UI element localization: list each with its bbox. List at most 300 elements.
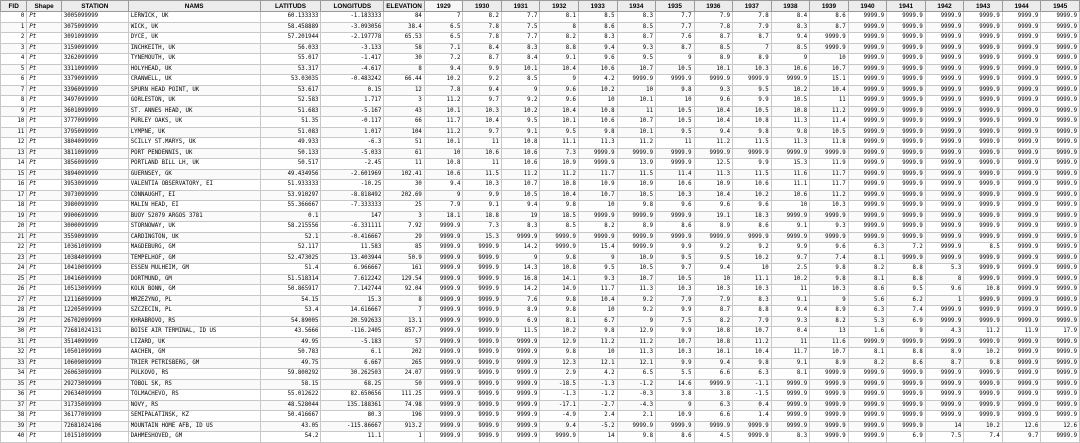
- cell-1938[interactable]: 9.3: [771, 316, 810, 327]
- cell-station[interactable]: 10361099999: [61, 243, 128, 254]
- cell-1929[interactable]: 6.5: [424, 22, 463, 33]
- cell-1939[interactable]: 10.7: [810, 64, 849, 75]
- table-row[interactable]: [1, 127, 1080, 138]
- cell-1936[interactable]: 8.7: [694, 306, 733, 317]
- cell-1933[interactable]: 9.4: [578, 43, 617, 54]
- cell-fid[interactable]: 37: [1, 400, 27, 411]
- cell-1942[interactable]: 8.7: [925, 358, 964, 369]
- column-header-longituds[interactable]: LONGITUDS: [321, 1, 384, 12]
- cell-elevation[interactable]: 7: [384, 306, 425, 317]
- cell-elevation[interactable]: 3: [384, 211, 425, 222]
- cell-1932[interactable]: 14.9: [540, 285, 579, 296]
- column-header-1934[interactable]: 1934: [617, 1, 656, 12]
- cell-1931[interactable]: 9999.9: [501, 348, 540, 359]
- cell-1945[interactable]: 9999.9: [1041, 190, 1080, 201]
- cell-1930[interactable]: 9999.9: [463, 432, 502, 443]
- cell-elevation[interactable]: 12: [384, 85, 425, 96]
- cell-1931[interactable]: 9999.9: [501, 369, 540, 380]
- cell-1933[interactable]: 6.7: [578, 316, 617, 327]
- cell-1944[interactable]: 9999.9: [1002, 96, 1041, 107]
- cell-nams[interactable]: GUERNSEY, GK: [128, 169, 260, 180]
- table-row[interactable]: [1, 22, 1080, 33]
- cell-1935[interactable]: 9.9: [656, 358, 695, 369]
- cell-elevation[interactable]: 24.07: [384, 369, 425, 380]
- cell-1931[interactable]: 9.1: [501, 127, 540, 138]
- column-header-latituds[interactable]: LATITUDS: [260, 1, 321, 12]
- cell-1942[interactable]: 9999.9: [925, 22, 964, 33]
- cell-1944[interactable]: 9999.9: [1002, 159, 1041, 170]
- cell-1936[interactable]: 19.1: [694, 211, 733, 222]
- cell-1934[interactable]: 9999.9: [617, 421, 656, 432]
- cell-1940[interactable]: 9999.9: [848, 180, 887, 191]
- cell-1936[interactable]: 10.8: [694, 337, 733, 348]
- table-row[interactable]: [1, 337, 1080, 348]
- cell-station[interactable]: 10501099999: [61, 348, 128, 359]
- cell-longituds[interactable]: -4.617: [321, 64, 384, 75]
- cell-1943[interactable]: 9999.9: [964, 64, 1003, 75]
- cell-longituds[interactable]: 1.717: [321, 96, 384, 107]
- cell-1932[interactable]: 7.3: [540, 148, 579, 159]
- cell-1939[interactable]: 11: [810, 96, 849, 107]
- cell-1940[interactable]: 8.2: [848, 358, 887, 369]
- cell-longituds[interactable]: -1.417: [321, 54, 384, 65]
- cell-1930[interactable]: 9.9: [463, 64, 502, 75]
- cell-1931[interactable]: 10.7: [501, 180, 540, 191]
- cell-1938[interactable]: 9.9: [771, 243, 810, 254]
- cell-1944[interactable]: 9999.9: [1002, 12, 1041, 23]
- cell-1945[interactable]: 9999.9: [1041, 201, 1080, 212]
- cell-1932[interactable]: -17.1: [540, 400, 579, 411]
- cell-1935[interactable]: 9.9: [656, 243, 695, 254]
- cell-elevation[interactable]: 3: [384, 96, 425, 107]
- cell-nams[interactable]: ESSEN MULHEIM, GM: [128, 264, 260, 275]
- cell-longituds[interactable]: 82.650656: [321, 390, 384, 401]
- cell-fid[interactable]: 31: [1, 337, 27, 348]
- cell-1940[interactable]: 8.1: [848, 348, 887, 359]
- cell-elevation[interactable]: 111.25: [384, 390, 425, 401]
- table-row[interactable]: [1, 411, 1080, 422]
- cell-nams[interactable]: DYCE, UK: [128, 33, 260, 44]
- cell-1934[interactable]: 10.7: [617, 64, 656, 75]
- cell-station[interactable]: 26063099999: [61, 369, 128, 380]
- cell-1935[interactable]: 9999.9: [656, 211, 695, 222]
- cell-1931[interactable]: 8.3: [501, 43, 540, 54]
- cell-1942[interactable]: 7.5: [925, 432, 964, 443]
- cell-1939[interactable]: 9.6: [810, 243, 849, 254]
- cell-1938[interactable]: 9: [771, 54, 810, 65]
- cell-1936[interactable]: 11.3: [694, 169, 733, 180]
- cell-1936[interactable]: 7.9: [694, 12, 733, 23]
- cell-shape[interactable]: Pt: [27, 358, 61, 369]
- cell-1929[interactable]: 9.4: [424, 64, 463, 75]
- cell-elevation[interactable]: 129.54: [384, 274, 425, 285]
- cell-1941[interactable]: 9999.9: [887, 54, 926, 65]
- cell-nams[interactable]: PURLEY OAKS, UK: [128, 117, 260, 128]
- cell-station[interactable]: 10609099999: [61, 358, 128, 369]
- cell-longituds[interactable]: -2.601969: [321, 169, 384, 180]
- cell-1932[interactable]: 10.4: [540, 190, 579, 201]
- cell-nams[interactable]: SEMIPALATINSK, KZ: [128, 411, 260, 422]
- table-row[interactable]: [1, 85, 1080, 96]
- cell-nams[interactable]: MOUNTAIN HOME AFB, ID US: [128, 421, 260, 432]
- cell-shape[interactable]: Pt: [27, 75, 61, 86]
- cell-1938[interactable]: 10.2: [771, 85, 810, 96]
- column-header-1931[interactable]: 1931: [501, 1, 540, 12]
- cell-shape[interactable]: Pt: [27, 232, 61, 243]
- cell-1935[interactable]: 9999.9: [656, 232, 695, 243]
- cell-1936[interactable]: 9.6: [694, 201, 733, 212]
- cell-1945[interactable]: 9999.9: [1041, 264, 1080, 275]
- cell-fid[interactable]: 24: [1, 264, 27, 275]
- cell-1939[interactable]: 11.8: [810, 138, 849, 149]
- column-header-1941[interactable]: 1941: [887, 1, 926, 12]
- cell-1942[interactable]: 9999.9: [925, 243, 964, 254]
- cell-fid[interactable]: 16: [1, 180, 27, 191]
- cell-nams[interactable]: TOLMACHEVO, RS: [128, 390, 260, 401]
- cell-1942[interactable]: 9999.9: [925, 117, 964, 128]
- cell-1943[interactable]: 9999.9: [964, 274, 1003, 285]
- cell-station[interactable]: 72681024131: [61, 327, 128, 338]
- cell-shape[interactable]: Pt: [27, 64, 61, 75]
- cell-1934[interactable]: 6.5: [617, 369, 656, 380]
- cell-elevation[interactable]: 38.4: [384, 22, 425, 33]
- cell-1931[interactable]: 16.8: [501, 274, 540, 285]
- cell-1932[interactable]: 8.2: [540, 33, 579, 44]
- table-row[interactable]: [1, 390, 1080, 401]
- cell-shape[interactable]: Pt: [27, 379, 61, 390]
- cell-latituds[interactable]: 49.434956: [260, 169, 321, 180]
- cell-nams[interactable]: HOLYHEAD, UK: [128, 64, 260, 75]
- cell-1938[interactable]: 11: [771, 285, 810, 296]
- table-row[interactable]: [1, 148, 1080, 159]
- cell-1933[interactable]: 2.4: [578, 411, 617, 422]
- cell-1942[interactable]: 14: [925, 421, 964, 432]
- cell-1934[interactable]: 10.5: [617, 264, 656, 275]
- cell-1941[interactable]: 9999.9: [887, 400, 926, 411]
- cell-1933[interactable]: 4.2: [578, 75, 617, 86]
- cell-1937[interactable]: 10.3: [733, 285, 772, 296]
- cell-1929[interactable]: 10.6: [424, 169, 463, 180]
- cell-elevation[interactable]: 84: [384, 12, 425, 23]
- cell-1941[interactable]: 6.9: [887, 316, 926, 327]
- cell-1940[interactable]: 9999.9: [848, 421, 887, 432]
- cell-station[interactable]: 10513099999: [61, 285, 128, 296]
- cell-1943[interactable]: 9999.9: [964, 264, 1003, 275]
- cell-1936[interactable]: 10.4: [694, 106, 733, 117]
- cell-latituds[interactable]: 51.4: [260, 264, 321, 275]
- cell-1943[interactable]: 9999.9: [964, 75, 1003, 86]
- cell-1935[interactable]: 7.6: [656, 33, 695, 44]
- cell-1942[interactable]: 9999.9: [925, 211, 964, 222]
- cell-1930[interactable]: 9999.9: [463, 411, 502, 422]
- cell-1931[interactable]: 9: [501, 253, 540, 264]
- cell-1936[interactable]: 12.5: [694, 159, 733, 170]
- cell-1943[interactable]: 9999.9: [964, 106, 1003, 117]
- cell-1937[interactable]: 9999.9: [733, 148, 772, 159]
- cell-1933[interactable]: 9.8: [578, 327, 617, 338]
- cell-station[interactable]: 3005099999: [61, 12, 128, 23]
- cell-1930[interactable]: 9.7: [463, 96, 502, 107]
- cell-1941[interactable]: 8.8: [887, 274, 926, 285]
- cell-1930[interactable]: 9999.9: [463, 327, 502, 338]
- cell-1944[interactable]: 9999.9: [1002, 106, 1041, 117]
- cell-station[interactable]: 3311099999: [61, 64, 128, 75]
- cell-1937[interactable]: 8.8: [733, 306, 772, 317]
- cell-1930[interactable]: 10.4: [463, 117, 502, 128]
- cell-shape[interactable]: Pt: [27, 264, 61, 275]
- cell-latituds[interactable]: 51.083: [260, 127, 321, 138]
- cell-nams[interactable]: TRIER PETRISBERG, GM: [128, 358, 260, 369]
- cell-1933[interactable]: 9.6: [578, 54, 617, 65]
- cell-1938[interactable]: 9999.9: [771, 148, 810, 159]
- cell-1936[interactable]: 9999.9: [694, 232, 733, 243]
- cell-nams[interactable]: SZCZECIN, PL: [128, 306, 260, 317]
- cell-1944[interactable]: 9999.9: [1002, 190, 1041, 201]
- cell-nams[interactable]: SCILLY ST.MARYS, UK: [128, 138, 260, 149]
- cell-1945[interactable]: 9999.9: [1041, 369, 1080, 380]
- cell-1940[interactable]: 9999.9: [848, 201, 887, 212]
- cell-1944[interactable]: 9999.9: [1002, 337, 1041, 348]
- cell-latituds[interactable]: 59.800292: [260, 369, 321, 380]
- table-row[interactable]: [1, 190, 1080, 201]
- cell-1936[interactable]: 3.8: [694, 390, 733, 401]
- cell-station[interactable]: 3000099999: [61, 222, 128, 233]
- cell-latituds[interactable]: 54.89005: [260, 316, 321, 327]
- cell-1944[interactable]: 12.6: [1002, 421, 1041, 432]
- cell-1936[interactable]: 10.9: [694, 180, 733, 191]
- cell-1942[interactable]: 9999.9: [925, 33, 964, 44]
- cell-1942[interactable]: 5.3: [925, 264, 964, 275]
- cell-1943[interactable]: 9999.9: [964, 306, 1003, 317]
- cell-1939[interactable]: 9.3: [810, 222, 849, 233]
- cell-1932[interactable]: 8.1: [540, 12, 579, 23]
- cell-1930[interactable]: 9999.9: [463, 369, 502, 380]
- cell-1944[interactable]: 9999.9: [1002, 127, 1041, 138]
- cell-fid[interactable]: 18: [1, 201, 27, 212]
- cell-1938[interactable]: 9.7: [771, 253, 810, 264]
- cell-station[interactable]: 3811099999: [61, 148, 128, 159]
- cell-1939[interactable]: 15.1: [810, 75, 849, 86]
- cell-latituds[interactable]: 50.865917: [260, 285, 321, 296]
- cell-1942[interactable]: 9999.9: [925, 316, 964, 327]
- cell-1938[interactable]: 11.6: [771, 169, 810, 180]
- cell-1944[interactable]: 9999.9: [1002, 243, 1041, 254]
- cell-1939[interactable]: 9999.9: [810, 148, 849, 159]
- cell-1929[interactable]: 9999.9: [424, 337, 463, 348]
- cell-1930[interactable]: 18.8: [463, 211, 502, 222]
- cell-longituds[interactable]: 6.1: [321, 348, 384, 359]
- cell-1937[interactable]: 11.1: [733, 274, 772, 285]
- cell-1932[interactable]: 12.9: [540, 337, 579, 348]
- cell-latituds[interactable]: 50.783: [260, 348, 321, 359]
- cell-1934[interactable]: 9.8: [617, 201, 656, 212]
- cell-station[interactable]: 3980099999: [61, 201, 128, 212]
- cell-1929[interactable]: 9999.9: [424, 432, 463, 443]
- table-row[interactable]: [1, 106, 1080, 117]
- cell-shape[interactable]: Pt: [27, 222, 61, 233]
- cell-station[interactable]: 3777099999: [61, 117, 128, 128]
- cell-1939[interactable]: 9: [810, 295, 849, 306]
- cell-nams[interactable]: LIZARD, UK: [128, 337, 260, 348]
- cell-1935[interactable]: 14.6: [656, 379, 695, 390]
- cell-elevation[interactable]: 202.69: [384, 190, 425, 201]
- cell-1941[interactable]: 9999.9: [887, 222, 926, 233]
- cell-1945[interactable]: 9999.9: [1041, 33, 1080, 44]
- cell-station[interactable]: 3973099999: [61, 190, 128, 201]
- cell-1942[interactable]: 4.3: [925, 327, 964, 338]
- cell-1929[interactable]: 9999.9: [424, 222, 463, 233]
- cell-fid[interactable]: 20: [1, 222, 27, 233]
- cell-1929[interactable]: 7.2: [424, 54, 463, 65]
- cell-elevation[interactable]: 1: [384, 432, 425, 443]
- cell-1944[interactable]: 9999.9: [1002, 264, 1041, 275]
- cell-1940[interactable]: 6.3: [848, 306, 887, 317]
- cell-1931[interactable]: 9999.9: [501, 421, 540, 432]
- cell-1930[interactable]: 9999.9: [463, 243, 502, 254]
- cell-1933[interactable]: 10.6: [578, 64, 617, 75]
- cell-station[interactable]: 12205099999: [61, 306, 128, 317]
- cell-1930[interactable]: 9.1: [463, 201, 502, 212]
- cell-1941[interactable]: 9999.9: [887, 33, 926, 44]
- cell-1944[interactable]: 9.7: [1002, 432, 1041, 443]
- cell-1943[interactable]: 9999.9: [964, 85, 1003, 96]
- cell-shape[interactable]: Pt: [27, 201, 61, 212]
- cell-1930[interactable]: 9999.9: [463, 390, 502, 401]
- cell-1934[interactable]: 8.7: [617, 33, 656, 44]
- cell-latituds[interactable]: 52.583: [260, 96, 321, 107]
- cell-1938[interactable]: 11.7: [771, 348, 810, 359]
- cell-1931[interactable]: 9.4: [501, 201, 540, 212]
- table-row[interactable]: [1, 12, 1080, 23]
- cell-1938[interactable]: 8.5: [771, 43, 810, 54]
- column-header-station[interactable]: STATION: [61, 1, 128, 12]
- cell-nams[interactable]: INCHKEITH, UK: [128, 43, 260, 54]
- cell-shape[interactable]: Pt: [27, 96, 61, 107]
- cell-1937[interactable]: 9.9: [733, 96, 772, 107]
- cell-nams[interactable]: MRZEZYNO, PL: [128, 295, 260, 306]
- column-header-1929[interactable]: 1929: [424, 1, 463, 12]
- cell-1929[interactable]: 9: [424, 190, 463, 201]
- cell-1941[interactable]: 9999.9: [887, 127, 926, 138]
- cell-station[interactable]: 10151099999: [61, 432, 128, 443]
- cell-shape[interactable]: Pt: [27, 148, 61, 159]
- cell-1930[interactable]: 9.7: [463, 127, 502, 138]
- cell-1931[interactable]: 9999.9: [501, 432, 540, 443]
- cell-longituds[interactable]: 30.262503: [321, 369, 384, 380]
- cell-1939[interactable]: 11.4: [810, 117, 849, 128]
- cell-fid[interactable]: 23: [1, 253, 27, 264]
- cell-1941[interactable]: 9: [887, 327, 926, 338]
- cell-1929[interactable]: 10.1: [424, 106, 463, 117]
- cell-1933[interactable]: 8.3: [578, 33, 617, 44]
- cell-1932[interactable]: 9999.9: [540, 243, 579, 254]
- cell-1939[interactable]: 9999.9: [810, 432, 849, 443]
- cell-1934[interactable]: 11.2: [617, 337, 656, 348]
- cell-1942[interactable]: 9999.9: [925, 232, 964, 243]
- cell-1943[interactable]: 9999.9: [964, 169, 1003, 180]
- cell-latituds[interactable]: 52.1: [260, 232, 321, 243]
- cell-1935[interactable]: 9.8: [656, 85, 695, 96]
- cell-1934[interactable]: 10.9: [617, 253, 656, 264]
- cell-1929[interactable]: 9999.9: [424, 411, 463, 422]
- cell-1935[interactable]: 9.5: [656, 127, 695, 138]
- cell-station[interactable]: 3953099999: [61, 180, 128, 191]
- cell-1938[interactable]: 10: [771, 201, 810, 212]
- cell-1931[interactable]: 14.2: [501, 243, 540, 254]
- cell-longituds[interactable]: 7.612242: [321, 274, 384, 285]
- column-header-1936[interactable]: 1936: [694, 1, 733, 12]
- cell-elevation[interactable]: 265: [384, 358, 425, 369]
- cell-shape[interactable]: Pt: [27, 180, 61, 191]
- cell-1933[interactable]: 11.3: [578, 138, 617, 149]
- cell-1945[interactable]: 9999.9: [1041, 232, 1080, 243]
- cell-1941[interactable]: 9999.9: [887, 411, 926, 422]
- cell-nams[interactable]: PORTLAND BILL LH, UK: [128, 159, 260, 170]
- cell-latituds[interactable]: 55.012622: [260, 390, 321, 401]
- cell-1934[interactable]: 10.1: [617, 96, 656, 107]
- column-header-1930[interactable]: 1930: [463, 1, 502, 12]
- cell-shape[interactable]: Pt: [27, 138, 61, 149]
- table-row[interactable]: [1, 253, 1080, 264]
- cell-nams[interactable]: PORT PENDENNIS, UK: [128, 148, 260, 159]
- cell-1936[interactable]: 6.6: [694, 411, 733, 422]
- cell-1940[interactable]: 9999.9: [848, 138, 887, 149]
- cell-1929[interactable]: 11.2: [424, 96, 463, 107]
- cell-1945[interactable]: 9999.9: [1041, 379, 1080, 390]
- cell-1939[interactable]: 8.9: [810, 306, 849, 317]
- cell-1936[interactable]: 10.8: [694, 327, 733, 338]
- cell-1934[interactable]: 9999.9: [617, 243, 656, 254]
- cell-1931[interactable]: 7.5: [501, 22, 540, 33]
- cell-1938[interactable]: 8.3: [771, 22, 810, 33]
- cell-fid[interactable]: 32: [1, 348, 27, 359]
- cell-1941[interactable]: 7.4: [887, 306, 926, 317]
- cell-1930[interactable]: 9999.9: [463, 253, 502, 264]
- cell-elevation[interactable]: 202: [384, 348, 425, 359]
- cell-1945[interactable]: 9999.9: [1041, 127, 1080, 138]
- cell-nams[interactable]: NOVY, RS: [128, 400, 260, 411]
- cell-longituds[interactable]: 11.1: [321, 432, 384, 443]
- cell-1937[interactable]: 7.9: [733, 22, 772, 33]
- cell-1929[interactable]: 10.2: [424, 75, 463, 86]
- cell-1932[interactable]: -1.3: [540, 390, 579, 401]
- cell-shape[interactable]: Pt: [27, 211, 61, 222]
- cell-1933[interactable]: 15.4: [578, 243, 617, 254]
- cell-1929[interactable]: 10.8: [424, 159, 463, 170]
- cell-1940[interactable]: 9999.9: [848, 22, 887, 33]
- cell-1934[interactable]: 9.2: [617, 306, 656, 317]
- cell-1931[interactable]: 9999.9: [501, 337, 540, 348]
- cell-longituds[interactable]: -3.133: [321, 43, 384, 54]
- cell-1934[interactable]: 9999.9: [617, 232, 656, 243]
- cell-fid[interactable]: 17: [1, 190, 27, 201]
- cell-1941[interactable]: 9999.9: [887, 180, 926, 191]
- cell-station[interactable]: 9900699999: [61, 211, 128, 222]
- cell-1941[interactable]: 9999.9: [887, 12, 926, 23]
- cell-1936[interactable]: 9999.9: [694, 421, 733, 432]
- cell-1934[interactable]: 11.2: [617, 138, 656, 149]
- cell-longituds[interactable]: -8.818492: [321, 190, 384, 201]
- cell-fid[interactable]: 4: [1, 54, 27, 65]
- cell-1940[interactable]: 5.6: [848, 295, 887, 306]
- cell-1934[interactable]: 8.9: [617, 222, 656, 233]
- cell-station[interactable]: 29273099999: [61, 379, 128, 390]
- cell-1935[interactable]: 9999.9: [656, 75, 695, 86]
- cell-elevation[interactable]: 61: [384, 148, 425, 159]
- cell-1945[interactable]: 9999.9: [1041, 306, 1080, 317]
- cell-1944[interactable]: 9999.9: [1002, 169, 1041, 180]
- cell-1933[interactable]: 10: [578, 306, 617, 317]
